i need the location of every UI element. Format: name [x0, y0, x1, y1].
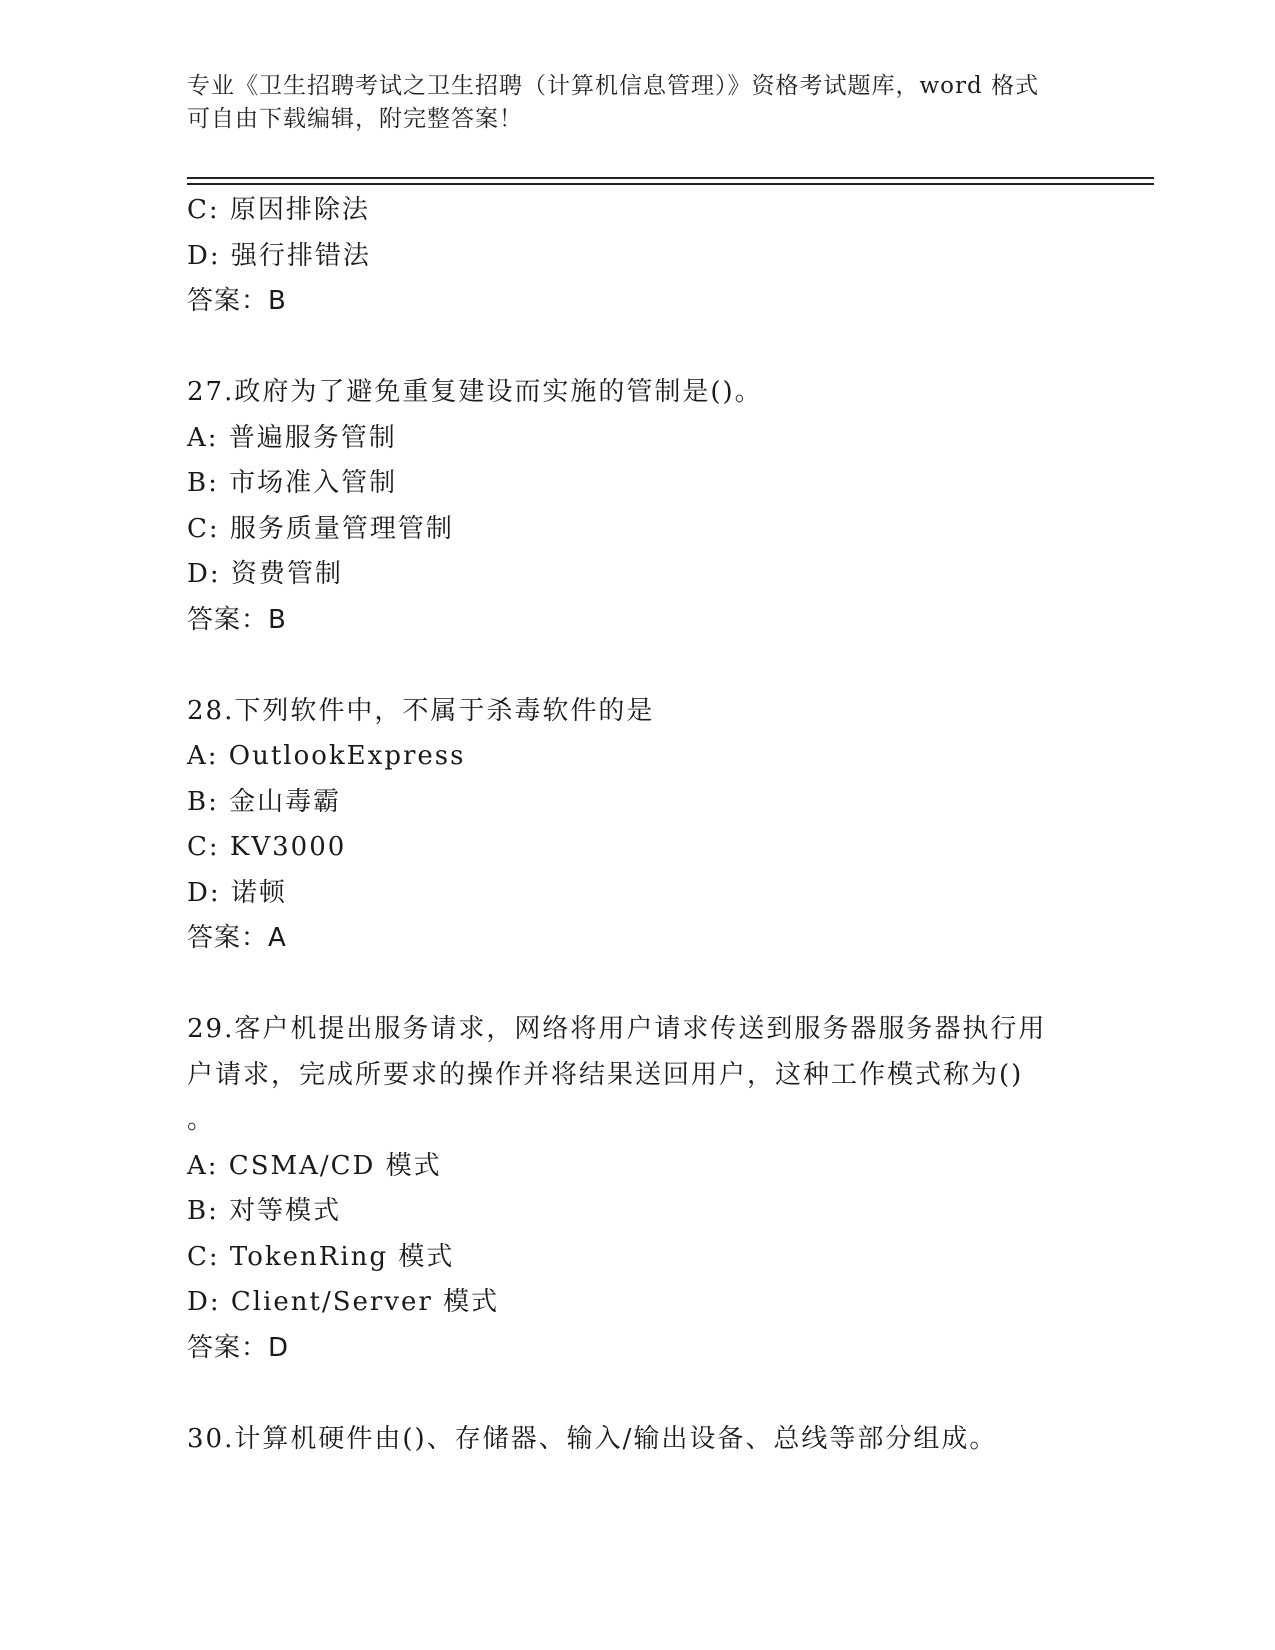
header-divider-top [187, 177, 1154, 179]
question-30 [187, 1417, 1087, 1463]
option-d: D: 诺顿 [187, 877, 287, 908]
option-a: A: CSMA/CD 模式 [187, 1150, 442, 1181]
question-text-line-2: 户请求，完成所要求的操作并将结果送回用户，这种工作模式称为() [187, 1059, 1024, 1090]
option-c: C: 原因排除法 [187, 195, 370, 225]
header-divider-bottom [187, 183, 1154, 185]
option-c: C: 服务质量管理管制 [187, 513, 454, 544]
question-27 [187, 370, 1087, 643]
question-text-line-3: 。 [187, 1105, 216, 1135]
document-header [187, 70, 1087, 136]
option-a: A: OutlookExpress [187, 741, 466, 771]
question-text: 27.政府为了避免重复建设而实施的管制是()。 [187, 377, 763, 407]
option-b: B: 金山毒霸 [187, 786, 342, 817]
option-c: C: TokenRing 模式 [187, 1241, 455, 1272]
option-d: D: Client/Server 模式 [187, 1287, 500, 1317]
option-a: A: 普遍服务管制 [187, 422, 397, 453]
spacer [187, 1371, 1087, 1417]
option-c: C: KV3000 [187, 832, 347, 862]
option-b: B: 市场准入管制 [187, 468, 398, 498]
question-text-line-1: 29.客户机提出服务请求，网络将用户请求传送到服务器服务器执行用 [187, 1014, 1047, 1044]
answer: 答案：B [187, 286, 287, 316]
header-line-1: 专业《卫生招聘考试之卫生招聘（计算机信息管理）》资格考试题库，word 格式 [187, 73, 1040, 99]
question-26 [187, 188, 1087, 325]
question-text: 28.下列软件中，不属于杀毒软件的是 [187, 695, 655, 726]
option-d: D: 资费管制 [187, 559, 343, 589]
spacer [187, 325, 1087, 371]
answer: 答案：D [187, 1332, 290, 1363]
question-text: 30.计算机硬件由()、存储器、输入/输出设备、总线等部分组成。 [187, 1423, 998, 1454]
option-d: D: 强行排错法 [187, 240, 371, 271]
header-line-2: 可自由下载编辑，附完整答案！ [187, 106, 523, 132]
answer: 答案：B [187, 604, 287, 635]
spacer [187, 962, 1087, 1008]
spacer [187, 643, 1087, 689]
question-29 [187, 1007, 1087, 1371]
option-b: B: 对等模式 [187, 1196, 342, 1226]
question-list [187, 188, 1087, 1462]
answer: 答案：A [187, 923, 287, 953]
question-28 [187, 689, 1087, 962]
